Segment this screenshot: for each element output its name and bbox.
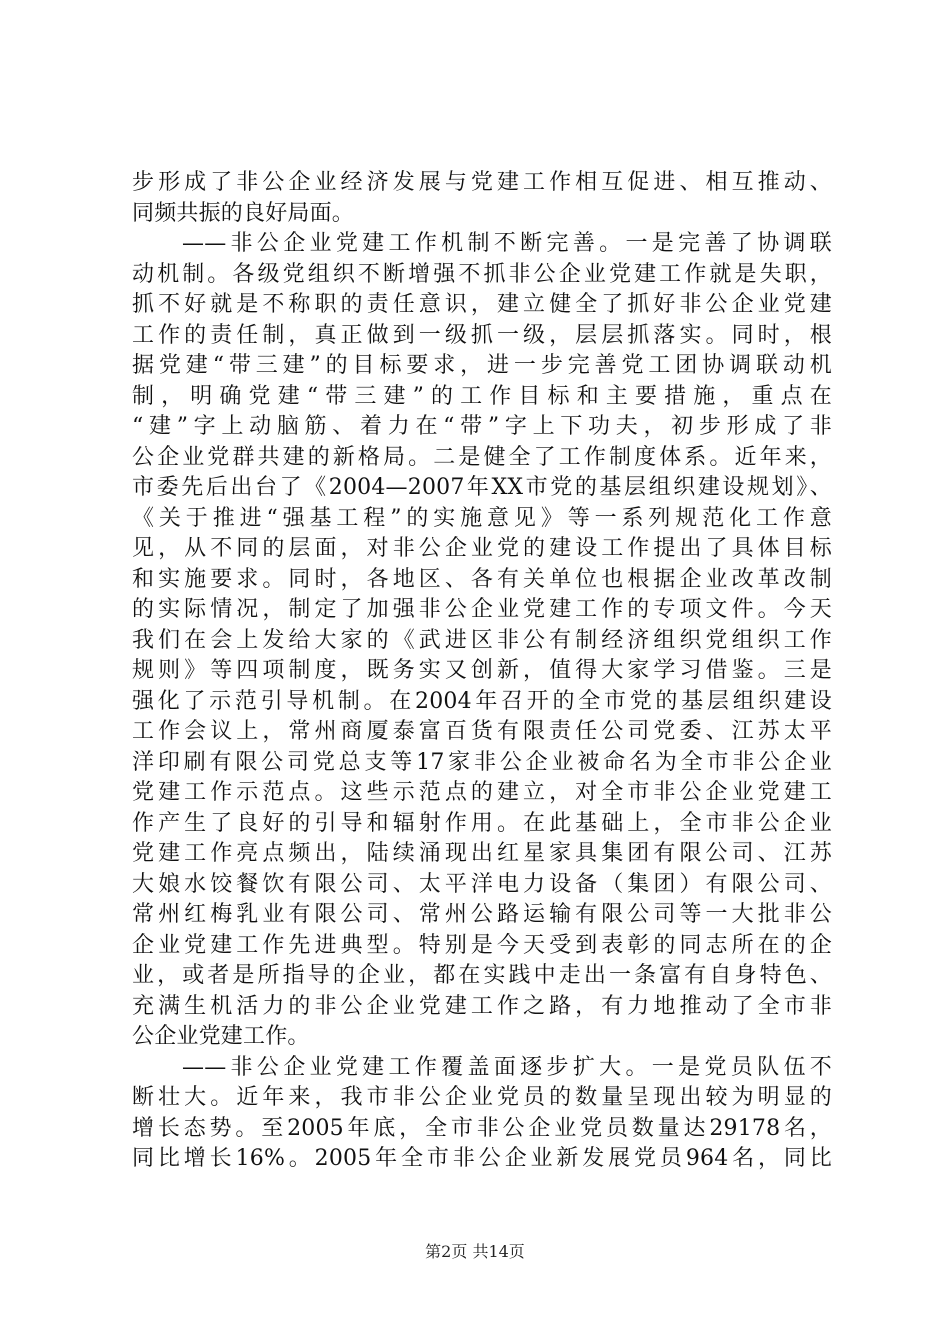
- text-line: 强化了示范引导机制。在2004年召开的全市党的基层组织建设: [132, 688, 832, 714]
- text-line: 企业党建工作先进典型。特别是今天受到表彰的同志所在的企: [132, 932, 832, 958]
- text-line: 业，或者是所指导的企业，都在实践中走出一条富有自身特色、: [132, 963, 832, 988]
- text-line: 《关于推进“强基工程”的实施意见》等一系列规范化工作意: [132, 505, 832, 531]
- text-line: 工作会议上，常州商厦泰富百货有限责任公司党委、江苏太平: [132, 719, 832, 744]
- text-line: ——非公企业党建工作机制不断完善。一是完善了协调联: [182, 231, 832, 256]
- text-line: 市委先后出台了《2004—2007年XX市党的基层组织建设规划》、: [132, 475, 832, 500]
- text-line: 我们在会上发给大家的《武进区非公有制经济组织党组织工作: [132, 627, 832, 653]
- text-line: 抓不好就是不称职的责任意识，建立健全了抓好非公企业党建: [132, 292, 832, 317]
- text-line: 公企业党群共建的新格局。二是健全了工作制度体系。近年来，: [132, 444, 832, 470]
- text-line: 增长态势。至2005年底，全市非公企业党员数量达29178名，: [132, 1115, 832, 1141]
- text-line: 充满生机活力的非公企业党建工作之路，有力地推动了全市非: [132, 993, 832, 1019]
- text-line: 断壮大。近年来，我市非公企业党员的数量呈现出较为明显的: [132, 1085, 832, 1110]
- text-line: 的实际情况，制定了加强非公企业党建工作的专项文件。今天: [132, 597, 832, 622]
- text-line: ——非公企业党建工作覆盖面逐步扩大。一是党员队伍不: [182, 1054, 832, 1080]
- text-line: “建”字上动脑筋、着力在“带”字上下功夫，初步形成了非: [132, 414, 832, 439]
- text-line: 据党建“带三建”的目标要求，进一步完善党工团协调联动机: [132, 353, 832, 378]
- text-line: 大娘水饺餐饮有限公司、太平洋电力设备（集团）有限公司、: [132, 871, 832, 897]
- text-line: 党建工作示范点。这些示范点的建立，对全市非公企业党建工: [132, 780, 832, 805]
- text-line: 工作的责任制，真正做到一级抓一级，层层抓落实。同时，根: [132, 322, 832, 348]
- text-line: 规则》等四项制度，既务实又创新，值得大家学习借鉴。三是: [132, 658, 832, 683]
- text-line: 制，明确党建“带三建”的工作目标和主要措施，重点在: [132, 383, 832, 409]
- text-line: 常州红梅乳业有限公司、常州公路运输有限公司等一大批非公: [132, 902, 832, 927]
- page-number-footer: 第2页 共14页: [425, 1242, 525, 1261]
- text-line: 和实施要求。同时，各地区、各有关单位也根据企业改革改制: [132, 566, 832, 592]
- text-line: 同比增长16%。2005年全市非公企业新发展党员964名，同比: [132, 1146, 832, 1171]
- text-line: 同频共振的良好局面。: [132, 200, 355, 226]
- document-body: [132, 168, 832, 1175]
- text-line: 见，从不同的层面，对非公企业党的建设工作提出了具体目标: [132, 536, 832, 561]
- text-line: 公企业党建工作。: [132, 1024, 310, 1049]
- text-line: 洋印刷有限公司党总支等17家非公企业被命名为全市非公企业: [132, 749, 832, 775]
- text-line: 步形成了非公企业经济发展与党建工作相互促进、相互推动、: [132, 170, 832, 195]
- text-line: 动机制。各级党组织不断增强不抓非公企业党建工作就是失职，: [132, 261, 832, 287]
- text-line: 党建工作亮点频出，陆续涌现出红星家具集团有限公司、江苏: [132, 841, 832, 866]
- text-line: 作产生了良好的引导和辐射作用。在此基础上，全市非公企业: [132, 810, 832, 836]
